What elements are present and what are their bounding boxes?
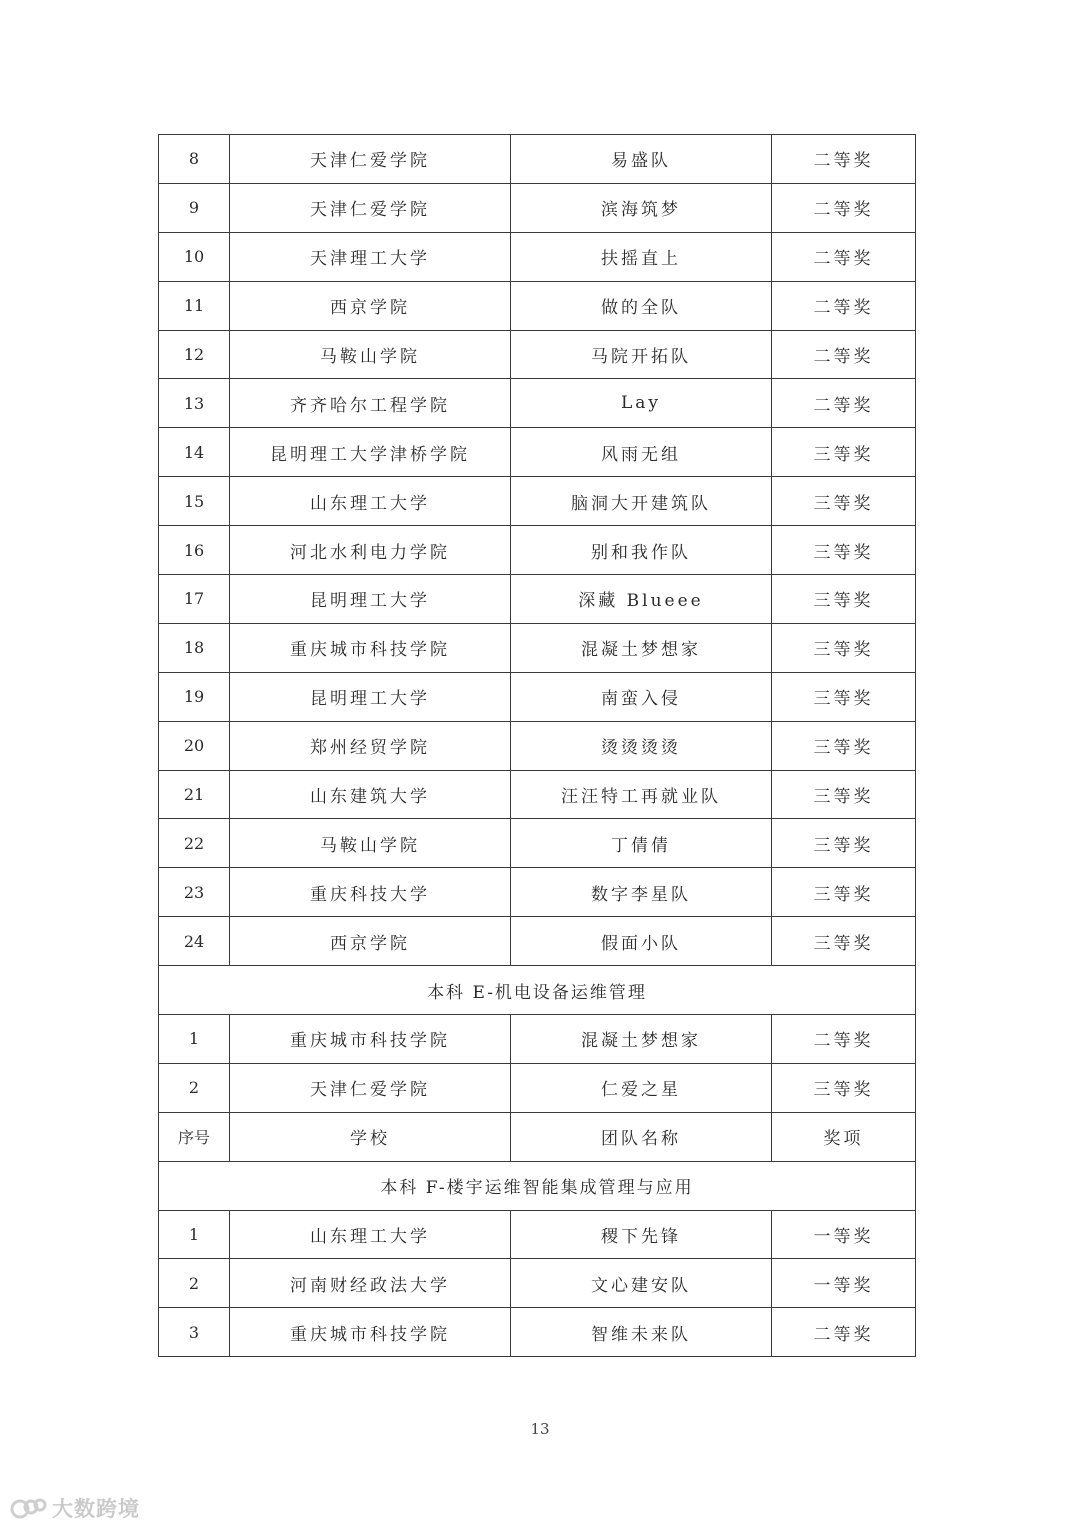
section-header-row: [159, 1161, 916, 1210]
cell-team: 脑洞大开建筑队: [511, 477, 772, 526]
cell-number: 2: [159, 1063, 230, 1112]
table-row: [159, 428, 916, 477]
cell-school: 河北水利电力学院: [230, 526, 511, 575]
cell-school: 重庆城市科技学院: [230, 1308, 511, 1357]
table-row: [159, 135, 916, 184]
cell-school: 西京学院: [230, 281, 511, 330]
table-row: [159, 379, 916, 428]
table-row: [159, 917, 916, 966]
cell-award: 二等奖: [772, 281, 916, 330]
cell-school: 昆明理工大学津桥学院: [230, 428, 511, 477]
cell-school: 郑州经贸学院: [230, 721, 511, 770]
cell-number: 24: [159, 917, 230, 966]
cell-team: 风雨无组: [511, 428, 772, 477]
cell-school: 重庆城市科技学院: [230, 1015, 511, 1064]
cell-number: 16: [159, 526, 230, 575]
cell-number: 2: [159, 1259, 230, 1308]
cell-award: 三等奖: [772, 477, 916, 526]
cell-school: 重庆科技大学: [230, 868, 511, 917]
cell-number: 17: [159, 575, 230, 624]
cell-team: 南蛮入侵: [511, 672, 772, 721]
cell-team: 易盛队: [511, 135, 772, 184]
cell-award: 三等奖: [772, 770, 916, 819]
cell-school: 天津仁爱学院: [230, 1063, 511, 1112]
cell-number: 11: [159, 281, 230, 330]
table-row: [159, 232, 916, 281]
cell-award: 奖项: [772, 1112, 916, 1161]
cell-team: 别和我作队: [511, 526, 772, 575]
table-row: [159, 1112, 916, 1161]
cell-team: 仁爱之星: [511, 1063, 772, 1112]
cell-number: 8: [159, 135, 230, 184]
cell-team: 稷下先锋: [511, 1210, 772, 1259]
cell-number: 14: [159, 428, 230, 477]
table-row: [159, 330, 916, 379]
table-row: [159, 1259, 916, 1308]
cell-award: 三等奖: [772, 917, 916, 966]
cell-award: 三等奖: [772, 575, 916, 624]
cell-school: 天津理工大学: [230, 232, 511, 281]
cell-school: 重庆城市科技学院: [230, 623, 511, 672]
award-table-body: [159, 135, 916, 1357]
table-row: [159, 721, 916, 770]
cell-award: 二等奖: [772, 1308, 916, 1357]
table-row: [159, 477, 916, 526]
table-row: [159, 1063, 916, 1112]
section-title: 本科 E-机电设备运维管理: [159, 966, 916, 1015]
cell-number: 15: [159, 477, 230, 526]
cell-team: 马院开拓队: [511, 330, 772, 379]
cell-number: 1: [159, 1210, 230, 1259]
cell-award: 三等奖: [772, 623, 916, 672]
cell-team: 深藏 Blueee: [511, 575, 772, 624]
cell-school: 山东理工大学: [230, 477, 511, 526]
cell-team: 混凝土梦想家: [511, 1015, 772, 1064]
cell-award: 一等奖: [772, 1259, 916, 1308]
table-row: [159, 183, 916, 232]
cell-school: 西京学院: [230, 917, 511, 966]
cell-team: 做的全队: [511, 281, 772, 330]
cell-team: 数字李星队: [511, 868, 772, 917]
cell-number: 12: [159, 330, 230, 379]
cell-team: 滨海筑梦: [511, 183, 772, 232]
cell-number: 13: [159, 379, 230, 428]
award-table: [158, 134, 916, 1357]
cell-school: 昆明理工大学: [230, 672, 511, 721]
cell-school: 山东建筑大学: [230, 770, 511, 819]
table-row: [159, 770, 916, 819]
cell-number: 22: [159, 819, 230, 868]
cell-number: 19: [159, 672, 230, 721]
cell-number: 18: [159, 623, 230, 672]
cell-number: 序号: [159, 1112, 230, 1161]
table-row: [159, 575, 916, 624]
cell-number: 23: [159, 868, 230, 917]
cell-team: 假面小队: [511, 917, 772, 966]
cell-number: 20: [159, 721, 230, 770]
table-row: [159, 819, 916, 868]
cell-award: 二等奖: [772, 1015, 916, 1064]
cell-school: 天津仁爱学院: [230, 135, 511, 184]
cell-team: 烫烫烫烫: [511, 721, 772, 770]
cell-number: 10: [159, 232, 230, 281]
cell-number: 1: [159, 1015, 230, 1064]
table-row: [159, 526, 916, 575]
cell-number: 3: [159, 1308, 230, 1357]
cell-award: 二等奖: [772, 183, 916, 232]
cell-team: 智维未来队: [511, 1308, 772, 1357]
table-row: [159, 868, 916, 917]
cell-school: 齐齐哈尔工程学院: [230, 379, 511, 428]
cell-award: 三等奖: [772, 428, 916, 477]
section-title: 本科 F-楼宇运维智能集成管理与应用: [159, 1161, 916, 1210]
table-row: [159, 672, 916, 721]
cell-award: 三等奖: [772, 868, 916, 917]
cell-award: 三等奖: [772, 721, 916, 770]
table-row: [159, 1308, 916, 1357]
cell-school: 山东理工大学: [230, 1210, 511, 1259]
watermark-logo-icon: [10, 1494, 48, 1522]
cell-team: 扶摇直上: [511, 232, 772, 281]
cell-team: 汪汪特工再就业队: [511, 770, 772, 819]
table-row: [159, 623, 916, 672]
cell-award: 二等奖: [772, 330, 916, 379]
cell-team: 文心建安队: [511, 1259, 772, 1308]
cell-team: 丁倩倩: [511, 819, 772, 868]
cell-team: 团队名称: [511, 1112, 772, 1161]
page-number: 13: [530, 1420, 550, 1438]
table-row: [159, 1210, 916, 1259]
cell-school: 学校: [230, 1112, 511, 1161]
table-row: [159, 281, 916, 330]
cell-school: 河南财经政法大学: [230, 1259, 511, 1308]
cell-school: 马鞍山学院: [230, 330, 511, 379]
cell-award: 一等奖: [772, 1210, 916, 1259]
watermark: [10, 1492, 140, 1524]
cell-school: 昆明理工大学: [230, 575, 511, 624]
cell-number: 9: [159, 183, 230, 232]
section-header-row: [159, 966, 916, 1015]
cell-school: 天津仁爱学院: [230, 183, 511, 232]
cell-award: 二等奖: [772, 232, 916, 281]
cell-award: 三等奖: [772, 672, 916, 721]
cell-award: 三等奖: [772, 1063, 916, 1112]
cell-award: 三等奖: [772, 819, 916, 868]
cell-school: 马鞍山学院: [230, 819, 511, 868]
cell-team: 混凝土梦想家: [511, 623, 772, 672]
cell-award: 二等奖: [772, 379, 916, 428]
cell-team: Lay: [511, 379, 772, 428]
watermark-text: 大数跨境: [52, 1497, 140, 1521]
cell-number: 21: [159, 770, 230, 819]
table-row: [159, 1015, 916, 1064]
cell-award: 三等奖: [772, 526, 916, 575]
cell-award: 二等奖: [772, 135, 916, 184]
